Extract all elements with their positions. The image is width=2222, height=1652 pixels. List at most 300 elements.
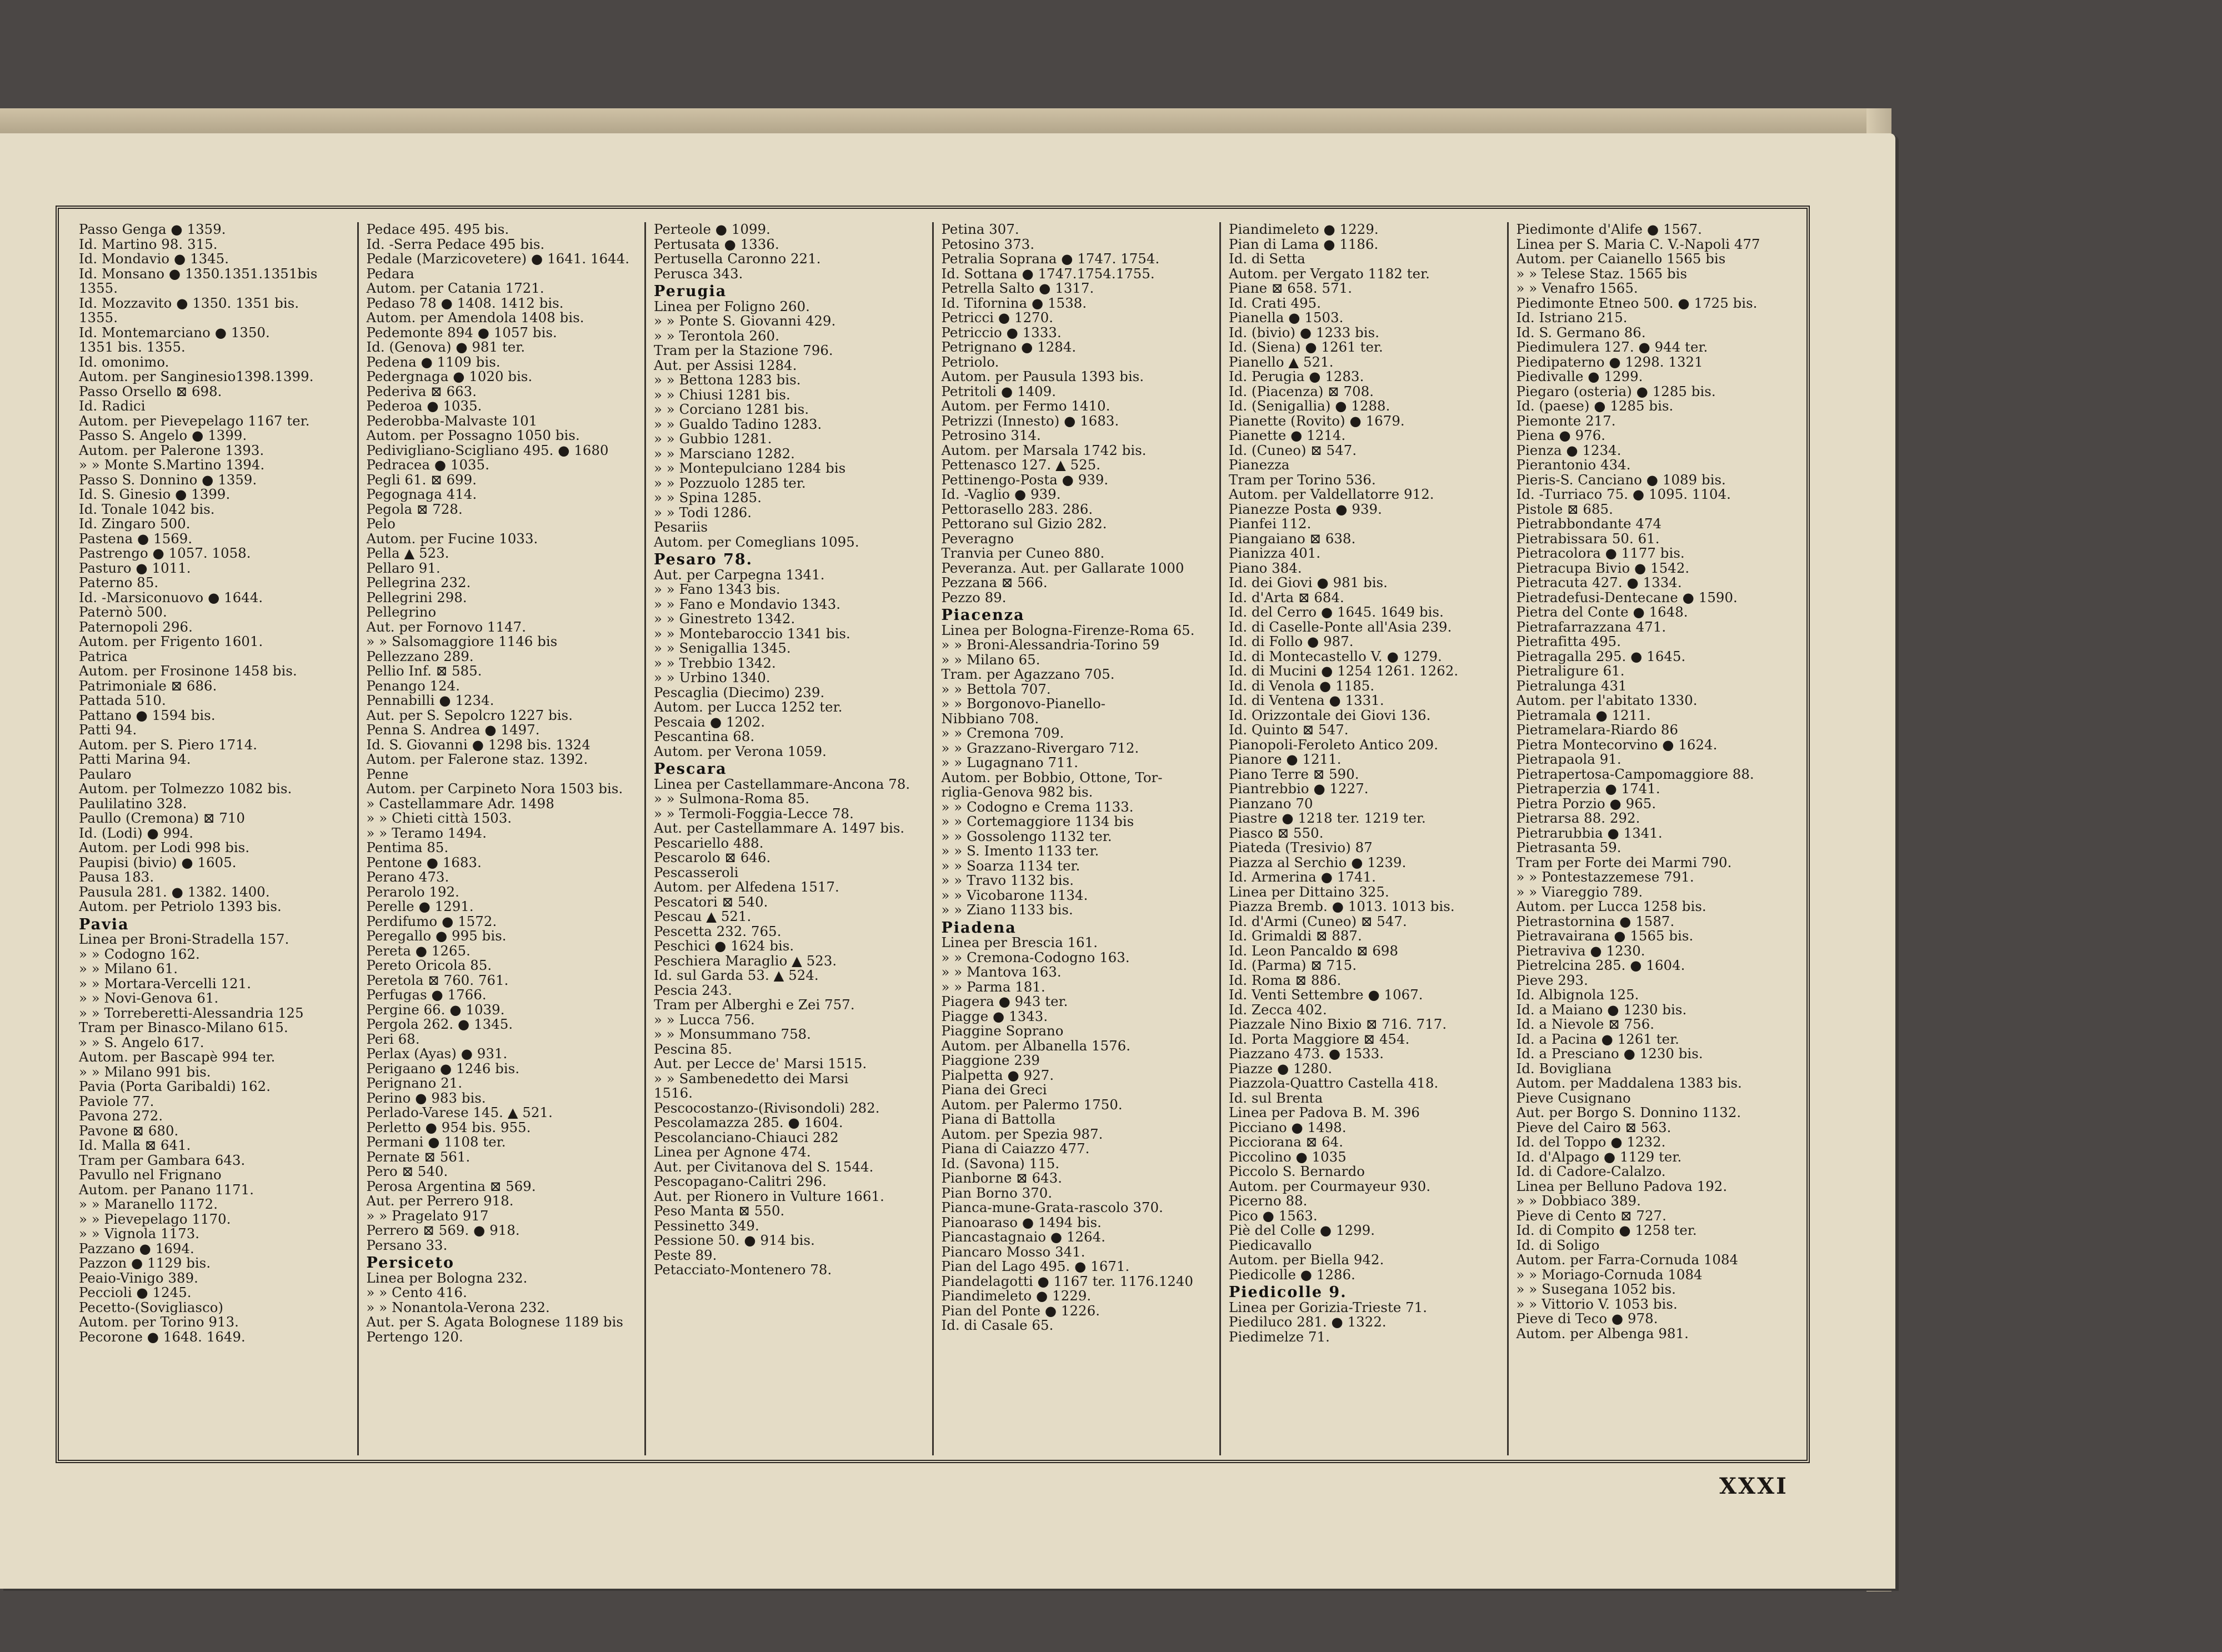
index-entry: Pietraligure 61. bbox=[1516, 663, 1625, 679]
index-entry: Autom. per S. Piero 1714. bbox=[79, 736, 258, 753]
index-entry: Id. S. Ginesio ● 1399. bbox=[79, 486, 231, 502]
index-heading: Piadena bbox=[941, 919, 1017, 937]
index-entry: Aut. per S. Agata Bolognese 1189 bis bbox=[366, 1314, 623, 1330]
index-entry: Id. -Serra Pedace 495 bis. bbox=[366, 236, 545, 252]
index-entry: Pavona 272. bbox=[79, 1108, 163, 1124]
index-entry: Perteole ● 1099. bbox=[654, 222, 770, 237]
index-entry: Linea per Belluno Padova 192. bbox=[1516, 1178, 1728, 1194]
index-entry: Id. di Casale 65. bbox=[941, 1317, 1054, 1333]
index-entry: Piagge ● 1343. bbox=[941, 1008, 1048, 1024]
index-entry: Perarolo 192. bbox=[366, 883, 459, 900]
index-entry: Pietrarsa 88. 292. bbox=[1516, 810, 1640, 826]
index-entry: Petosino 373. bbox=[941, 236, 1035, 252]
index-entry: Id. (Siena) ● 1261 ter. bbox=[1229, 339, 1383, 355]
index-entry: Aut. per Assisi 1284. bbox=[654, 357, 797, 373]
index-entry: Autom. per Marsala 1742 bis. bbox=[941, 442, 1147, 458]
index-entry: Id. dei Giovi ● 981 bis. bbox=[1229, 574, 1388, 590]
index-entry: Id. di Follo ● 987. bbox=[1229, 633, 1354, 649]
index-heading: Piedicolle 9. bbox=[1229, 1284, 1347, 1301]
index-entry: Linea per Padova B. M. 396 bbox=[1229, 1104, 1420, 1120]
index-entry: » » Parma 181. bbox=[941, 978, 1045, 995]
index-entry: Piccolino ● 1035 bbox=[1229, 1148, 1347, 1165]
index-entry: Pettenasco 127. ▲ 525. bbox=[941, 457, 1101, 473]
index-entry: » » Salsomaggiore 1146 bis bbox=[366, 633, 558, 649]
index-entry: Pietraperzia ● 1741. bbox=[1516, 780, 1660, 797]
index-entry: Pietralunga 431 bbox=[1516, 677, 1627, 694]
index-entry: Piedimelze 71. bbox=[1229, 1328, 1330, 1345]
index-entry: Linea per Brescia 161. bbox=[941, 934, 1098, 950]
index-entry: Pietramelara-Riardo 86 bbox=[1516, 722, 1679, 738]
index-entry: Pelo bbox=[366, 515, 396, 532]
index-entry: Id. (Piacenza) ⊠ 708. bbox=[1229, 383, 1374, 399]
index-entry: Pedena ● 1109 bis. bbox=[366, 353, 501, 370]
index-entry: Id. Montemarciano ● 1350. bbox=[79, 324, 270, 341]
index-entry: » » Viareggio 789. bbox=[1516, 883, 1643, 900]
index-entry: Pellegrina 232. bbox=[366, 574, 471, 590]
index-entry: Pietra Montecorvino ● 1624. bbox=[1516, 736, 1718, 753]
index-entry: Id. Istriano 215. bbox=[1516, 309, 1628, 326]
index-entry: Aut. per Lecce de' Marsi 1515. bbox=[654, 1055, 867, 1072]
index-entry: Pieve di Teco ● 978. bbox=[1516, 1310, 1658, 1326]
index-entry: Autom. per Fermo 1410. bbox=[941, 398, 1110, 414]
index-entry: Id. Grimaldi ⊠ 887. bbox=[1229, 928, 1362, 944]
index-entry: Piandelagotti ● 1167 ter. 1176.1240 bbox=[941, 1273, 1194, 1289]
index-entry: Pescarolo ⊠ 646. bbox=[654, 849, 771, 865]
index-entry: Autom. per Sanginesio1398.1399. bbox=[79, 368, 314, 384]
index-entry: Id. Bovigliana bbox=[1516, 1060, 1612, 1077]
index-entry: 1516. bbox=[654, 1085, 693, 1101]
book-page bbox=[0, 133, 1895, 1589]
index-entry: Piangaiano ⊠ 638. bbox=[1229, 530, 1356, 547]
index-entry: » » Bettola 707. bbox=[941, 680, 1051, 697]
index-entry: » » Pozzuolo 1285 ter. bbox=[654, 474, 806, 491]
index-entry: Piateda (Tresivio) 87 bbox=[1229, 839, 1373, 855]
index-entry: Autom. per Tolmezzo 1082 bis. bbox=[79, 780, 292, 797]
index-entry: Piana dei Greci bbox=[941, 1082, 1047, 1098]
index-entry: Petrosino 314. bbox=[941, 427, 1041, 443]
index-entry: Piano Terre ⊠ 590. bbox=[1229, 765, 1359, 782]
index-entry: Id. a Nievole ⊠ 756. bbox=[1516, 1016, 1655, 1032]
index-entry: Perusca 343. bbox=[654, 265, 743, 282]
index-entry: Pistole ⊠ 685. bbox=[1516, 500, 1613, 517]
index-entry: Id. di Venola ● 1185. bbox=[1229, 677, 1375, 694]
index-entry: Autom. per Palerone 1393. bbox=[79, 442, 264, 458]
index-entry: Autom. per Lucca 1252 ter. bbox=[654, 699, 843, 715]
index-entry: Pescau ▲ 521. bbox=[654, 908, 752, 924]
index-entry: » » Spina 1285. bbox=[654, 489, 762, 505]
index-entry: Pian del Ponte ● 1226. bbox=[941, 1302, 1100, 1319]
index-entry: Peso Manta ⊠ 550. bbox=[654, 1203, 785, 1219]
index-entry: Perosa Argentina ⊠ 569. bbox=[366, 1178, 536, 1194]
index-entry: » » Nonantola-Verona 232. bbox=[366, 1299, 550, 1315]
index-entry: Pezzana ⊠ 566. bbox=[941, 574, 1048, 590]
index-entry: Pietrabbondante 474 bbox=[1516, 515, 1662, 532]
index-entry: Piedicolle ● 1286. bbox=[1229, 1266, 1355, 1283]
index-entry: Picerno 88. bbox=[1229, 1193, 1308, 1209]
index-entry: Pero ⊠ 540. bbox=[366, 1163, 448, 1179]
index-entry: Pergola 262. ● 1345. bbox=[366, 1016, 513, 1032]
index-entry: Id. di Montecastello V. ● 1279. bbox=[1229, 648, 1442, 664]
index-entry: Id. d'Armi (Cuneo) ⊠ 547. bbox=[1229, 913, 1407, 929]
index-entry: Id. di Soligo bbox=[1516, 1237, 1600, 1253]
index-entry: Pietradefusi-Dentecane ● 1590. bbox=[1516, 589, 1738, 605]
index-entry: » » Ponte S. Giovanni 429. bbox=[654, 313, 836, 329]
index-entry: Id. S. Giovanni ● 1298 bis. 1324 bbox=[366, 736, 590, 753]
index-entry: Autom. per Lucca 1258 bis. bbox=[1516, 898, 1706, 914]
index-entry: Pellezzano 289. bbox=[366, 648, 474, 664]
index-entry: Pegli 61. ⊠ 699. bbox=[366, 471, 477, 488]
index-entry: Pietragalla 295. ● 1645. bbox=[1516, 648, 1686, 664]
index-entry: Pianfei 112. bbox=[1229, 515, 1312, 532]
index-entry: Paterno 85. bbox=[79, 574, 159, 590]
index-entry: » » S. Imento 1133 ter. bbox=[941, 843, 1099, 859]
index-entry: Piana di Caiazzo 477. bbox=[941, 1140, 1090, 1157]
index-entry: Pavone ⊠ 680. bbox=[79, 1122, 179, 1139]
index-entry: Piastre ● 1218 ter. 1219 ter. bbox=[1229, 810, 1426, 826]
index-heading: Pesaro 78. bbox=[654, 551, 753, 568]
index-entry: » » Mantova 163. bbox=[941, 964, 1062, 980]
index-entry: Pedace 495. 495 bis. bbox=[366, 222, 509, 237]
index-entry: Pianoaraso ● 1494 bis. bbox=[941, 1214, 1102, 1230]
index-column-5 bbox=[1221, 222, 1509, 1455]
index-entry: Linea per Gorizia-Trieste 71. bbox=[1229, 1299, 1428, 1315]
index-entry: » » Broni-Alessandria-Torino 59 bbox=[941, 637, 1160, 653]
index-entry: Id. Albignola 125. bbox=[1516, 987, 1639, 1003]
index-entry: Petrignano ● 1284. bbox=[941, 339, 1077, 355]
index-entry: » » Sulmona-Roma 85. bbox=[654, 790, 810, 807]
index-entry: Autom. per Courmayeur 930. bbox=[1229, 1178, 1431, 1194]
index-entry: Pianborne ⊠ 643. bbox=[941, 1170, 1063, 1186]
index-entry: Piaggine Soprano bbox=[941, 1023, 1064, 1039]
index-entry: Pianizza 401. bbox=[1229, 545, 1321, 561]
index-entry: Id. -Marsiconuovo ● 1644. bbox=[79, 589, 263, 605]
index-entry: » Castellammare Adr. 1498 bbox=[366, 795, 554, 812]
index-entry: Aut. per Rionero in Vulture 1661. bbox=[654, 1188, 884, 1204]
index-entry: Id. (Parma) ⊠ 715. bbox=[1229, 957, 1357, 973]
index-entry: Id. Sottana ● 1747.1754.1755. bbox=[941, 265, 1155, 282]
index-entry: Autom. per Amendola 1408 bis. bbox=[366, 309, 584, 326]
index-entry: Pietracuta 427. ● 1334. bbox=[1516, 574, 1682, 590]
index-entry: Autom. per Comeglians 1095. bbox=[654, 533, 859, 550]
index-entry: Pergine 66. ● 1039. bbox=[366, 1001, 505, 1018]
index-entry: Patti 94. bbox=[79, 722, 137, 738]
index-entry: Aut. per S. Sepolcro 1227 bis. bbox=[366, 707, 573, 723]
index-entry: Perdifumo ● 1572. bbox=[366, 913, 497, 929]
index-entry: Piazze ● 1280. bbox=[1229, 1060, 1333, 1077]
index-entry: Autom. per Bascapè 994 ter. bbox=[79, 1049, 276, 1065]
index-entry: Nibbiano 708. bbox=[941, 710, 1039, 727]
index-entry: » » Codogno e Crema 1133. bbox=[941, 798, 1134, 815]
index-entry: Pieve 293. bbox=[1516, 972, 1588, 988]
index-entry: Pecetto-(Sovigliasco) bbox=[79, 1299, 224, 1315]
index-entry: Pegola ⊠ 728. bbox=[366, 500, 463, 517]
index-entry: Id. di Cadore-Calalzo. bbox=[1516, 1163, 1666, 1179]
index-entry: Id. (Lodi) ● 994. bbox=[79, 824, 194, 841]
index-entry: » » Borgonovo-Pianello- bbox=[941, 695, 1106, 712]
index-entry: Perletto ● 954 bis. 955. bbox=[366, 1119, 531, 1135]
index-entry: » » Corciano 1281 bis. bbox=[654, 401, 809, 417]
index-entry: Piane ⊠ 658. 571. bbox=[1229, 280, 1353, 296]
index-entry: » » Monte S.Martino 1394. bbox=[79, 457, 265, 473]
index-entry: Linea per Foligno 260. bbox=[654, 298, 810, 314]
index-entry: Perano 473. bbox=[366, 869, 449, 885]
index-entry: Pietra Porzio ● 965. bbox=[1516, 795, 1657, 812]
index-entry: Id. Quinto ⊠ 547. bbox=[1229, 722, 1349, 738]
index-entry: » » Senigallia 1345. bbox=[654, 640, 791, 656]
index-entry: » » Milano 65. bbox=[941, 651, 1040, 668]
index-entry: » » Pievepelago 1170. bbox=[79, 1210, 231, 1227]
index-entry: Pennabilli ● 1234. bbox=[366, 692, 494, 708]
index-entry: Paupisi (bivio) ● 1605. bbox=[79, 854, 237, 870]
index-heading: Pescara bbox=[654, 760, 727, 778]
index-entry: Piedimonte Etneo 500. ● 1725 bis. bbox=[1516, 294, 1758, 311]
index-entry: Pian Borno 370. bbox=[941, 1184, 1053, 1201]
index-entry: » » Travo 1132 bis. bbox=[941, 872, 1074, 888]
index-entry: Id. di Caselle-Ponte all'Asia 239. bbox=[1229, 618, 1452, 635]
index-entry: Piasco ⊠ 550. bbox=[1229, 824, 1324, 841]
index-entry: Tram per la Stazione 796. bbox=[654, 342, 833, 358]
index-heading: Perugia bbox=[654, 283, 727, 300]
index-entry: Pianca-mune-Grata-rascolo 370. bbox=[941, 1199, 1163, 1215]
index-entry: Autom. per l'abitato 1330. bbox=[1516, 692, 1698, 708]
index-entry: Pescatori ⊠ 540. bbox=[654, 893, 768, 910]
index-entry: Peschiera Maraglio ▲ 523. bbox=[654, 952, 837, 969]
index-entry: Pianore ● 1211. bbox=[1229, 751, 1342, 767]
index-entry: Autom. per Lodi 998 bis. bbox=[79, 839, 250, 855]
index-entry: Pessinetto 349. bbox=[654, 1217, 759, 1234]
index-entry: Autom. per Catania 1721. bbox=[366, 280, 544, 296]
index-entry: » » Milano 991 bis. bbox=[79, 1063, 211, 1080]
index-entry: Pecorone ● 1648. 1649. bbox=[79, 1328, 246, 1345]
index-entry: Persano 33. bbox=[366, 1237, 448, 1253]
index-entry: 1355. bbox=[79, 309, 118, 326]
index-entry: Piazzale Nino Bixio ⊠ 716. 717. bbox=[1229, 1016, 1447, 1032]
index-entry: Linea per Bologna-Firenze-Roma 65. bbox=[941, 622, 1195, 638]
index-entry: Pertusata ● 1336. bbox=[654, 236, 779, 252]
index-entry: Pescina 85. bbox=[654, 1040, 733, 1057]
index-entry: Autom. per Frosinone 1458 bis. bbox=[79, 663, 297, 679]
index-entry: Piedipaterno ● 1298. 1321 bbox=[1516, 353, 1703, 370]
index-entry: Piè del Colle ● 1299. bbox=[1229, 1222, 1375, 1238]
index-entry: Piancastagnaio ● 1264. bbox=[941, 1229, 1106, 1245]
index-entry: Linea per Castellammare-Ancona 78. bbox=[654, 775, 910, 792]
index-entry: Passo Genga ● 1359. bbox=[79, 222, 226, 237]
index-entry: Pianello ▲ 521. bbox=[1229, 353, 1334, 370]
index-entry: Piegaro (osteria) ● 1285 bis. bbox=[1516, 383, 1716, 399]
index-entry: Pietravairana ● 1565 bis. bbox=[1516, 928, 1694, 944]
index-entry: Peregallo ● 995 bis. bbox=[366, 928, 507, 944]
index-entry: » » Ziano 1133 bis. bbox=[941, 902, 1073, 918]
index-entry: Piedimulera 127. ● 944 ter. bbox=[1516, 339, 1708, 355]
index-entry: Pedaso 78 ● 1408. 1412 bis. bbox=[366, 294, 564, 311]
index-entry: Aut. per Fornovo 1147. bbox=[366, 618, 527, 635]
index-entry: Aut. per Carpegna 1341. bbox=[654, 566, 825, 583]
index-heading: Piacenza bbox=[941, 607, 1025, 624]
index-entry: Linea per Agnone 474. bbox=[654, 1144, 811, 1160]
index-entry: » » Chieti città 1503. bbox=[366, 810, 512, 826]
index-entry: » » Trebbio 1342. bbox=[654, 654, 776, 671]
index-entry: Pescasseroli bbox=[654, 864, 739, 880]
index-entry: Piaggione 239 bbox=[941, 1052, 1040, 1068]
index-entry: Pertengo 120. bbox=[366, 1328, 463, 1345]
index-entry: Pesariis bbox=[654, 519, 708, 535]
index-entry: Paviole 77. bbox=[79, 1093, 154, 1109]
index-entry: Piancaro Mosso 341. bbox=[941, 1243, 1085, 1260]
index-entry: » » Montepulciano 1284 bis bbox=[654, 460, 846, 476]
index-columns bbox=[71, 222, 1794, 1455]
index-entry: Autom. per Albenga 981. bbox=[1516, 1325, 1689, 1341]
index-entry: Id. (Cuneo) ⊠ 547. bbox=[1229, 442, 1357, 458]
index-entry: » » Vignola 1173. bbox=[79, 1225, 200, 1241]
index-entry: Pescolanciano-Chiauci 282 bbox=[654, 1129, 839, 1145]
index-entry: Linea per Dittaino 325. bbox=[1229, 883, 1389, 900]
index-entry: Pellegrino bbox=[366, 604, 437, 620]
index-entry: Peretola ⊠ 760. 761. bbox=[366, 972, 509, 988]
index-entry: Pienza ● 1234. bbox=[1516, 442, 1622, 458]
index-entry: Id. Malla ⊠ 641. bbox=[79, 1137, 191, 1153]
index-entry: » » Telese Staz. 1565 bis bbox=[1516, 265, 1688, 282]
index-entry: Id. Armerina ● 1741. bbox=[1229, 869, 1376, 885]
index-entry: Pederiva ⊠ 663. bbox=[366, 383, 477, 399]
index-entry: Pico ● 1563. bbox=[1229, 1207, 1318, 1224]
index-entry: Permani ● 1108 ter. bbox=[366, 1134, 506, 1150]
index-entry: » » Dobbiaco 389. bbox=[1516, 1193, 1641, 1209]
index-entry: Perignano 21. bbox=[366, 1075, 463, 1091]
index-entry: Autom. per Torino 913. bbox=[79, 1314, 239, 1330]
index-entry: Autom. per Possagno 1050 bis. bbox=[366, 427, 580, 443]
index-entry: Id. Zingaro 500. bbox=[79, 515, 191, 532]
index-entry: » » Milano 61. bbox=[79, 960, 178, 977]
index-entry: Pietrafitta 495. bbox=[1516, 633, 1622, 649]
index-entry: Pietrafarrazzana 471. bbox=[1516, 618, 1666, 635]
index-entry: Tram per Alberghi e Zei 757. bbox=[654, 997, 855, 1013]
index-entry: Peveragno bbox=[941, 530, 1014, 547]
index-entry: Autom. per Spezia 987. bbox=[941, 1125, 1103, 1142]
index-entry: Autom. per Caianello 1565 bis bbox=[1516, 251, 1726, 267]
index-entry: Id. Leon Pancaldo ⊠ 698 bbox=[1229, 942, 1399, 959]
index-entry: Paularo bbox=[79, 765, 132, 782]
index-entry: Autom. per Farra-Cornuda 1084 bbox=[1516, 1251, 1739, 1268]
index-entry: Passo S. Donnino ● 1359. bbox=[79, 471, 257, 488]
index-entry: Pavia (Porta Garibaldi) 162. bbox=[79, 1078, 271, 1094]
index-entry: Autom. per Pievepelago 1167 ter. bbox=[79, 412, 310, 429]
index-entry: Patrica bbox=[79, 648, 128, 664]
index-entry: Pazzano ● 1694. bbox=[79, 1240, 194, 1256]
index-entry: Aut. per Civitanova del S. 1544. bbox=[654, 1158, 874, 1175]
index-entry: Pegognaga 414. bbox=[366, 486, 477, 502]
index-entry: Id. di Mucini ● 1254 1261. 1262. bbox=[1229, 663, 1459, 679]
index-entry: Pieve del Cairo ⊠ 563. bbox=[1516, 1119, 1671, 1135]
index-entry: Patrimoniale ⊠ 686. bbox=[79, 677, 217, 694]
index-entry: » » Montebaroccio 1341 bis. bbox=[654, 625, 850, 642]
index-entry: Id. a Presciano ● 1230 bis. bbox=[1516, 1045, 1703, 1062]
index-entry: Id. S. Germano 86. bbox=[1516, 324, 1646, 341]
index-entry: Piazzano 473. ● 1533. bbox=[1229, 1045, 1384, 1062]
index-entry: Id. sul Brenta bbox=[1229, 1089, 1323, 1106]
index-entry: » » Gualdo Tadino 1283. bbox=[654, 415, 822, 432]
index-entry: Peveranza. Aut. per Gallarate 1000 bbox=[941, 559, 1184, 576]
index-entry: » » Chiusi 1281 bis. bbox=[654, 386, 790, 403]
index-entry: Pianzano 70 bbox=[1229, 795, 1313, 812]
index-entry: » » Todi 1286. bbox=[654, 504, 752, 520]
index-entry: Id. Monsano ● 1350.1351.1351bis bbox=[79, 265, 318, 282]
index-entry: Pietrarubbia ● 1341. bbox=[1516, 824, 1663, 841]
index-entry: Pianezze Posta ● 939. bbox=[1229, 500, 1382, 517]
index-entry: Piazzola-Quattro Castella 418. bbox=[1229, 1075, 1439, 1091]
index-entry: Id. Roma ⊠ 886. bbox=[1229, 972, 1342, 988]
index-entry: Piazza Bremb. ● 1013. 1013 bis. bbox=[1229, 898, 1455, 914]
index-entry: Pescopagano-Calitri 296. bbox=[654, 1173, 827, 1189]
index-entry: » » Codogno 162. bbox=[79, 945, 200, 962]
index-heading: Pavia bbox=[79, 915, 129, 933]
index-entry: Pescolamazza 285. ● 1604. bbox=[654, 1114, 843, 1130]
index-entry: Pertusella Caronno 221. bbox=[654, 251, 821, 267]
index-entry: » » Cento 416. bbox=[366, 1284, 467, 1300]
index-entry: Aut. per Perrero 918. bbox=[366, 1193, 514, 1209]
index-entry: Pialpetta ● 927. bbox=[941, 1067, 1054, 1083]
index-entry: Pieve di Cento ⊠ 727. bbox=[1516, 1207, 1666, 1224]
index-entry: Autom. per Vergato 1182 ter. bbox=[1229, 265, 1430, 282]
index-entry: Tram per Gambara 643. bbox=[79, 1152, 246, 1168]
index-column-2 bbox=[359, 222, 647, 1455]
index-entry: Perlax (Ayas) ● 931. bbox=[366, 1045, 508, 1062]
index-entry: Pereto Oricola 85. bbox=[366, 957, 492, 973]
index-entry: Pescantina 68. bbox=[654, 728, 755, 744]
index-entry: Id. a Maiano ● 1230 bis. bbox=[1516, 1001, 1687, 1018]
index-entry: Autom. per Alfedena 1517. bbox=[654, 879, 839, 895]
index-entry: Pedale (Marzicovetere) ● 1641. 1644. bbox=[366, 251, 630, 267]
index-entry: Id. Tifornina ● 1538. bbox=[941, 294, 1087, 311]
index-entry: Perino ● 983 bis. bbox=[366, 1089, 486, 1106]
index-entry: Piantrebbio ● 1227. bbox=[1229, 780, 1369, 797]
index-entry: Pasturo ● 1011. bbox=[79, 559, 191, 576]
index-column-3 bbox=[646, 222, 934, 1455]
index-entry: Pietraviva ● 1230. bbox=[1516, 942, 1645, 959]
index-entry: Pezzo 89. bbox=[941, 589, 1007, 605]
index-entry: Perfugas ● 1766. bbox=[366, 987, 487, 1003]
index-entry: Pietrelcina 285. ● 1604. bbox=[1516, 957, 1685, 973]
index-entry: Pentima 85. bbox=[366, 839, 449, 855]
index-entry: Id. sul Garda 53. ▲ 524. bbox=[654, 967, 819, 983]
index-entry: Pazzon ● 1129 bis. bbox=[79, 1255, 211, 1271]
index-entry: Passo S. Angelo ● 1399. bbox=[79, 427, 247, 443]
index-entry: Autom. per Palermo 1750. bbox=[941, 1096, 1123, 1113]
index-entry: Pietrastornina ● 1587. bbox=[1516, 913, 1675, 929]
index-entry: Petina 307. bbox=[941, 222, 1019, 237]
index-entry: Perlado-Varese 145. ▲ 521. bbox=[366, 1104, 553, 1120]
index-entry: Pedemonte 894 ● 1057 bis. bbox=[366, 324, 557, 341]
index-entry: Petriolo. bbox=[941, 353, 999, 370]
index-entry: » » Ginestreto 1342. bbox=[654, 610, 795, 627]
index-entry: Petrizzi (Innesto) ● 1683. bbox=[941, 412, 1119, 429]
index-entry: » » Cremona-Codogno 163. bbox=[941, 949, 1130, 965]
page-number: XXXI bbox=[1719, 1473, 1788, 1499]
index-entry: » » Monsummano 758. bbox=[654, 1026, 812, 1042]
index-entry: Id. (Genova) ● 981 ter. bbox=[366, 339, 526, 355]
index-entry: Pedergnaga ● 1020 bis. bbox=[366, 368, 533, 384]
index-entry: Pieris-S. Canciano ● 1089 bis. bbox=[1516, 471, 1726, 488]
index-entry: Id. (Senigallia) ● 1288. bbox=[1229, 398, 1390, 414]
index-entry: Perrero ⊠ 569. ● 918. bbox=[366, 1222, 520, 1238]
index-entry: 1351 bis. 1355. bbox=[79, 339, 186, 355]
index-entry: Paullo (Cremona) ⊠ 710 bbox=[79, 810, 246, 826]
index-entry: Id. Tonale 1042 bis. bbox=[79, 500, 215, 517]
index-entry: » » Soarza 1134 ter. bbox=[941, 857, 1080, 874]
index-entry: Pescaia ● 1202. bbox=[654, 713, 765, 730]
index-entry: Piandimeleto ● 1229. bbox=[1229, 222, 1379, 237]
index-entry: Autom. per Falerone staz. 1392. bbox=[366, 751, 588, 767]
index-entry: Pietracolora ● 1177 bis. bbox=[1516, 545, 1685, 561]
